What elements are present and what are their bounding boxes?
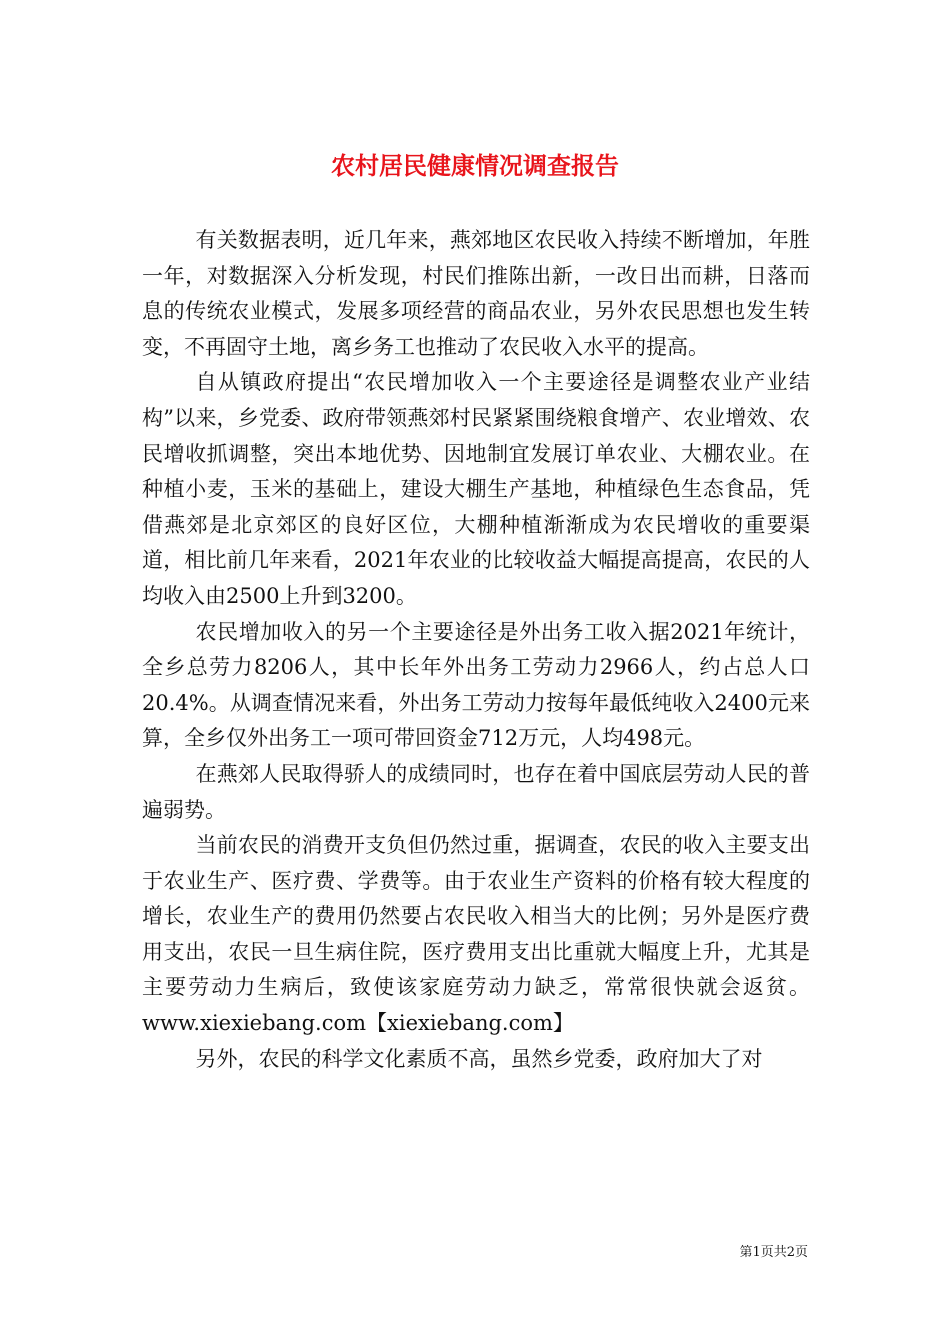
paragraph-4: 在燕郊人民取得骄人的成绩同时，也存在着中国底层劳动人民的普遍弱势。 bbox=[142, 761, 810, 822]
paragraph-6: 另外，农民的科学文化素质不高，虽然乡党委，政府加大了对 bbox=[195, 1046, 763, 1071]
paragraph-1: 有关数据表明，近几年来，燕郊地区农民收入持续不断增加，年胜一年，对数据深入分析发现，村民们推陈出新，一改日出而耕，日落而息的传统农业模式，发展多项经营的商品农业，另外农民思想也发生转变，不再固守土地，离乡务工也推动了农民收入水平的提高。 bbox=[142, 228, 810, 359]
document-title: 农村居民健康情况调查报告 bbox=[331, 151, 619, 181]
paragraph-2: 自从镇政府提出“农民增加收入一个主要途径是调整农业产业结构”以来，乡党委、政府带领燕郊村民紧紧围绕粮食增产、农业增效、农民增收抓调整，突出本地优势、因地制宜发展订单农业、大棚农业。在种植小麦，玉米的基础上，建设大棚生产基地，种植绿色生态食品，凭借燕郊是北京郊区的良好区位，大棚种植渐渐成为农民增收的重要渠道，相比前几年来看，2021年农业的比较收益大幅提高提高，农民的人均收入由2500上升到3200。 bbox=[142, 370, 810, 608]
document-body bbox=[142, 223, 810, 1077]
paragraph-3: 农民增加收入的另一个主要途径是外出务工收入据2021年统计，全乡总劳力8206人，其中长年外出务工劳动力2966人，约占总人口20.4%。从调查情况来看，外出务工劳动力按每年最低纯收入2400元来算，全乡仅外出务工一项可带回资金712万元，人均498元。 bbox=[142, 619, 810, 751]
page-number-footer: 第1页共2页 bbox=[739, 1245, 808, 1260]
paragraph-5: 当前农民的消费开支负但仍然过重，据调查，农民的收入主要支出于农业生产、医疗费、学费等。由于农业生产资料的价格有较大程度的增长，农业生产的费用仍然要占农民收入相当大的比例；另外是医疗费用支出，农民一旦生病住院，医疗费用支出比重就大幅度上升，尤其是主要劳动力生病后，致使该家庭劳动力缺乏，常常很快就会返贫。www.xiexiebang.com【xiexiebang.com】 bbox=[142, 833, 810, 1036]
